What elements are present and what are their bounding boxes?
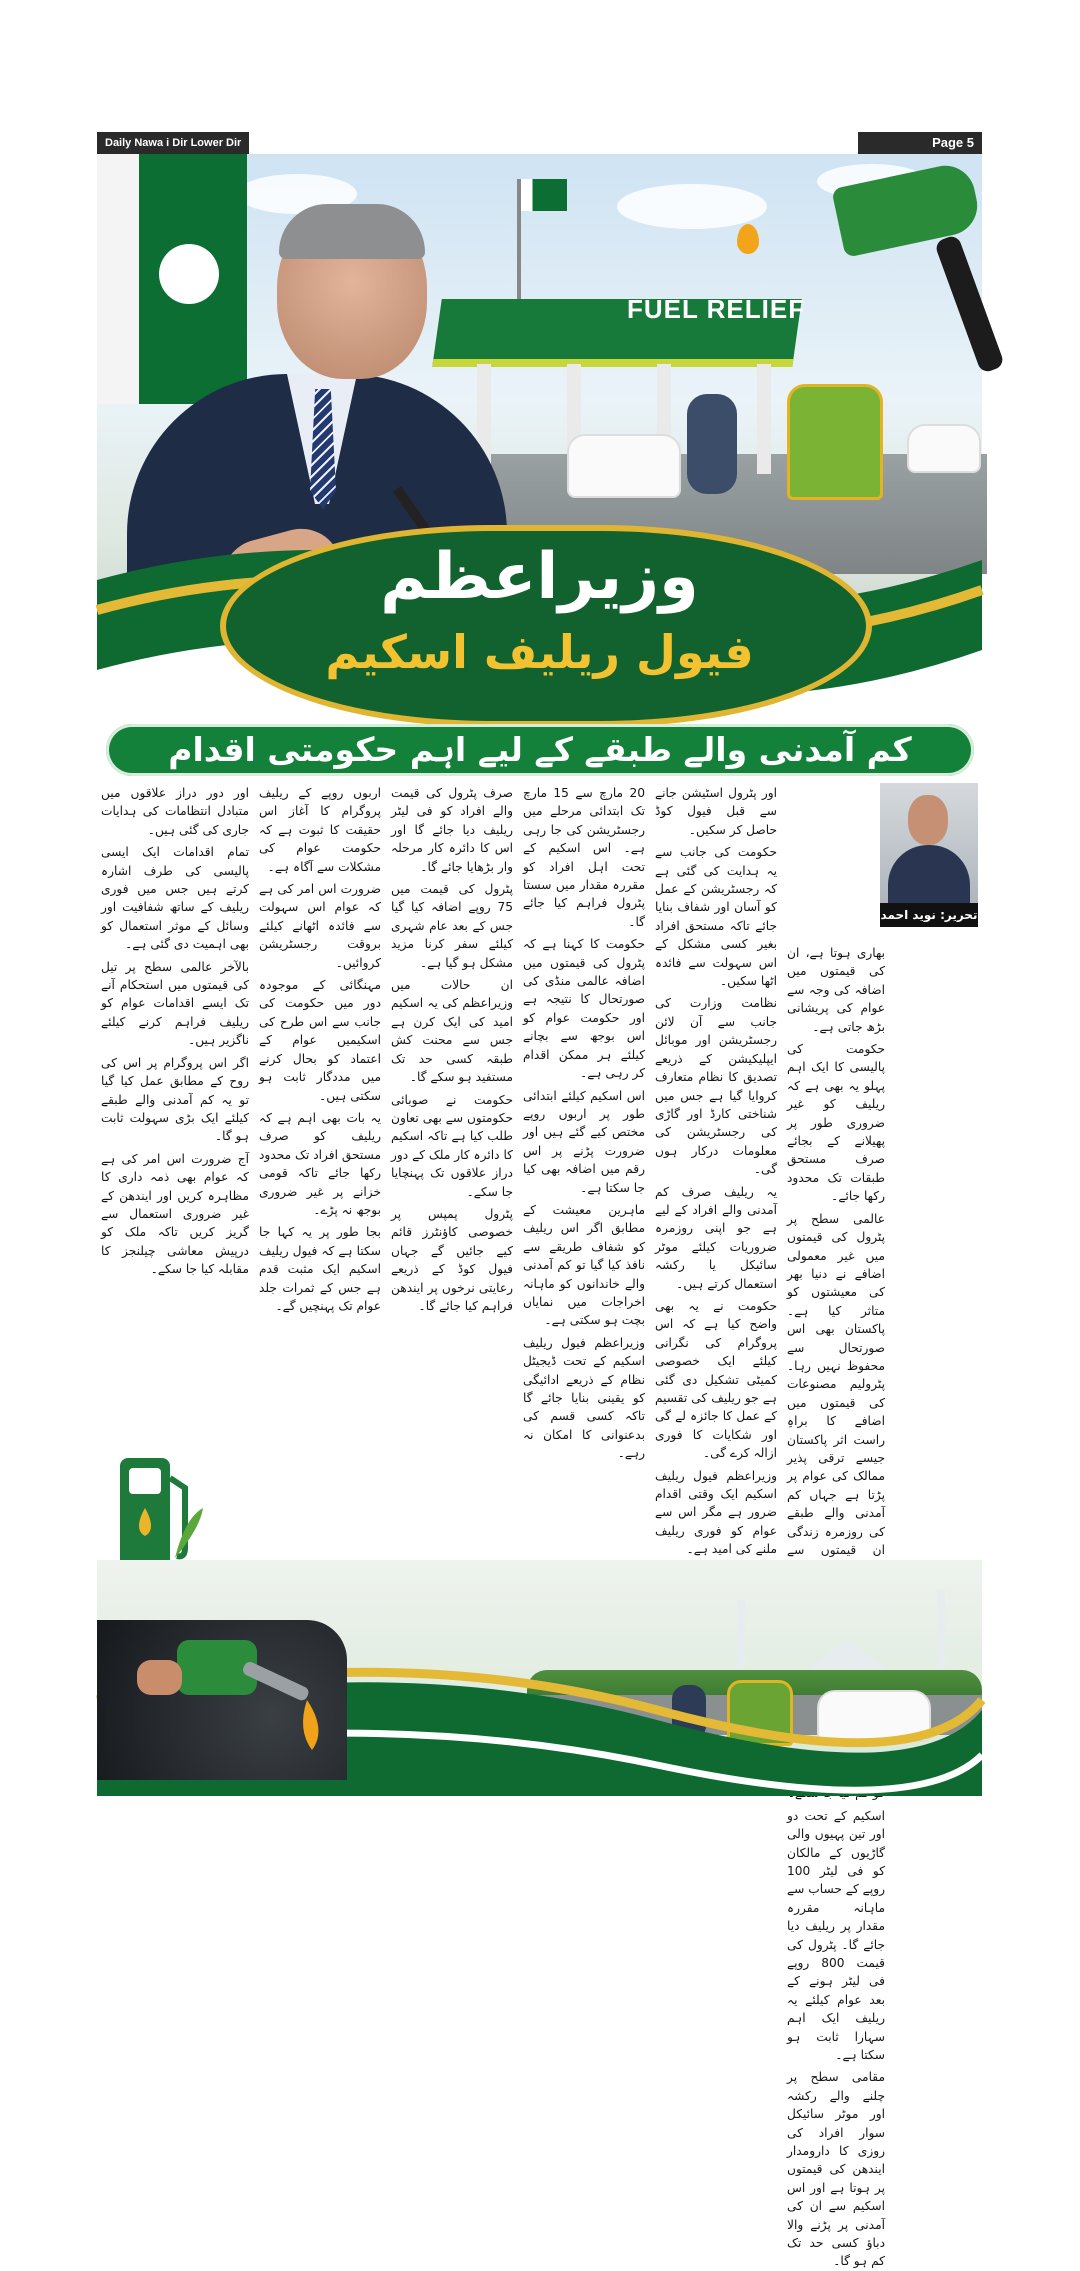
paragraph: وزیراعظم فیول ریلیف اسکیم کے تحت ڈیجیٹل نظام کے ذریعے ادائیگی کو یقینی بنایا جائے گا تاکہ کسی قسم کی بدعنوانی کا امکان نہ رہے۔ xyxy=(523,1335,645,1461)
article-columns xyxy=(97,784,982,2269)
paragraph: ماہرین معیشت کے مطابق اگر اس ریلیف کو شفاف طریقے سے نافذ کیا گیا تو کم آمدنی والے خاندانوں کو ماہانہ اخراجات میں نمایاں بچت ہو سکتی ہے۔ xyxy=(523,1202,645,1328)
column-6 xyxy=(101,784,249,1424)
paragraph: عالمی سطح پر پٹرول کی قیمتوں میں غیر معمولی اضافے نے دنیا بھر کی معیشتوں کو متاثر کیا ہے۔ پاکستان بھی اس صورتحال سے محفوظ نہیں رہا۔ پٹرولیم مصنوعات کی قیمتوں میں اضافے کا براہِ راست اثر پاکستان جیسے ترقی پذیر ممالک کی عوام پر پڑتا ہے جہاں کم آمدنی والے طبقے کی روزمرہ زندگی ان قیمتوں سے xyxy=(787,1211,885,1557)
paragraph: ان حالات میں وزیراعظم کی یہ اسکیم امید کی ایک کرن ہے جس سے محنت کش طبقہ کسی حد تک مستفید ہو سکے گا۔ xyxy=(391,978,513,1085)
title-line-1: وزیراعظم xyxy=(380,540,699,614)
paragraph: آج ضرورت اس امر کی ہے کہ عوام بھی ذمہ داری کا مظاہرہ کریں اور ایندھن کے غیر ضروری استعمال سے گریز کریں تاکہ ملک کو درپیش معاشی چیلنجز کا مقابلہ کیا جا سکے۔ xyxy=(101,1151,249,1277)
paragraph: پٹرول کی قیمت میں 75 روپے اضافہ کیا گیا جس کے بعد عام شہری کیلئے سفر کرنا مزید مشکل ہو گیا ہے۔ xyxy=(391,882,513,970)
bottom-illustration xyxy=(97,1560,982,1796)
paragraph: حکومت کا کہنا ہے کہ پٹرول کی قیمتوں میں اضافہ عالمی منڈی کی صورتحال کا نتیجہ ہے اور حکومت عوام کو اس بوجھ سے بچانے کیلئے ہر ممکن اقدام کر رہی ہے۔ xyxy=(523,937,645,1081)
paragraph: حکومت نے صوبائی حکومتوں سے بھی تعاون طلب کیا ہے تاکہ اسکیم کا دائرہ کار ملک کے دور دراز علاقوں تک پہنچایا جا سکے۔ xyxy=(391,1092,513,1199)
paragraph: اس اسکیم کیلئے ابتدائی طور پر اربوں روپے مختص کیے گئے ہیں اور ضرورت پڑنے پر اس رقم میں اضافہ بھی کیا جا سکتا ہے۔ xyxy=(523,1088,645,1195)
paragraph: مہنگائی کے موجودہ دور میں حکومت کی جانب سے اس طرح کی اسکیمیں عوام کے اعتماد کو بحال کرنے میں مددگار ثابت ہو سکتی ہیں۔ xyxy=(259,978,381,1103)
fuel-pump-icon xyxy=(115,1448,205,1578)
paragraph: وزیراعظم فیول ریلیف اسکیم ایک وقتی اقدام ضرور ہے مگر اس سے عوام کو فوری ریلیف ملنے کی امید ہے۔ xyxy=(655,1468,777,1557)
station-sign: FUEL RELIEF xyxy=(627,294,806,324)
fuel-nozzle-icon xyxy=(137,1620,337,1760)
paragraph: اگر اس پروگرام پر اس کی روح کے مطابق عمل کیا گیا تو یہ کم آمدنی والے طبقے کیلئے ایک بڑی سہولت ثابت ہو گا۔ xyxy=(101,1055,249,1144)
paragraph: مقامی سطح پر چلنے والے رکشہ اور موٹر سائیکل سوار افراد کی روزی کا دارومدار ایندھن کی قیمتوں پر ہوتا ہے اور اس اسکیم سے ان کی آمدنی پر پڑنے والا دباؤ کسی حد تک کم ہو گا۔ xyxy=(787,2070,885,2269)
car-illustration xyxy=(567,434,681,498)
paragraph: اور دور دراز علاقوں میں متبادل انتظامات کی ہدایات جاری کی گئی ہیں۔ xyxy=(101,786,249,837)
paragraph: اربوں روپے کے ریلیف پروگرام کا آغاز اس حقیقت کا ثبوت ہے کہ حکومت عوام کی مشکلات سے آگاہ ہے۔ xyxy=(259,786,381,874)
paragraph: اسکیم کے تحت دو اور تین پہیوں والی گاڑیوں کے مالکان کو فی لیٹر 100 روپے کے حساب سے ماہانہ مقررہ مقدار پر ریلیف دیا جائے گا۔ پٹرول کی قیمت 800 روپے فی لیٹر ہونے کے بعد عوام کیلئے یہ ریلیف ایک اہم سہارا ثابت ہو سکتا ہے۔ xyxy=(787,1808,885,2062)
column-4 xyxy=(391,784,513,1574)
column-5 xyxy=(259,784,381,1574)
paragraph: بھاری ہوتا ہے، ان کی قیمتوں میں اضافہ کی وجہ سے عوام کی پریشانی بڑھ جاتی ہے۔ xyxy=(787,946,885,1034)
fuel-drop-icon xyxy=(737,224,759,254)
paragraph: بالآخر عالمی سطح پر تیل کی قیمتوں میں استحکام آنے تک ایسے اقدامات عوام کو ریلیف فراہم کرنے کیلئے ناگزیر ہیں۔ xyxy=(101,959,249,1048)
paragraph: یہ بات بھی اہم ہے کہ ریلیف کو صرف مستحق افراد تک محدود رکھا جائے تاکہ قومی خزانے پر غیر ضروری بوجھ نہ پڑے۔ xyxy=(259,1110,381,1217)
paragraph: صرف پٹرول کی قیمت والے افراد کو فی لیٹر ریلیف دیا جائے گا اور اس کا دائرہ کار مرحلہ وار بڑھایا جائے گا۔ xyxy=(391,786,513,874)
paragraph: حکومت کی پالیسی کا ایک اہم پہلو یہ بھی ہے کہ ریلیف کو غیر ضروری طور پر پھیلانے کے بجائے صرف مستحق طبقات تک محدود رکھا جائے۔ xyxy=(787,1042,885,1204)
paragraph: تمام اقدامات ایک ایسی پالیسی کی طرف اشارہ کرتے ہیں جس میں فوری ریلیف کے ساتھ شفافیت اور وسائل کے موثر استعمال کو بھی اہمیت دی گئی ہے۔ xyxy=(101,845,249,952)
paragraph: حکومت نے یہ بھی واضح کیا ہے کہ اس پروگرام کی نگرانی کیلئے ایک خصوصی کمیٹی تشکیل دی گئی ہے جو ریلیف کی تقسیم کے عمل کا جائزہ لے گی اور شکایات کا فوری ازالہ کرے گی۔ xyxy=(655,1298,777,1461)
column-3 xyxy=(523,784,645,1574)
paragraph: اور پٹرول اسٹیشن جانے سے قبل فیول کوڈ حاصل کر سکیں۔ xyxy=(655,786,777,837)
paragraph: بجا طور پر یہ کہا جا سکتا ہے کہ فیول ریلیف اسکیم ایک مثبت قدم ہے جس کے ثمرات جلد عوام تک پہنچیں گے۔ xyxy=(259,1225,381,1313)
subtitle-banner: کم آمدنی والے طبقے کے لیے اہم حکومتی اقدام xyxy=(106,724,974,776)
paragraph: پٹرول پمپس پر خصوصی کاؤنٹرز قائم کیے جائیں گے جہاں فیول کوڈ کے ذریعے رعایتی نرخوں پر ایندھن فراہم کیا جائے گا۔ xyxy=(391,1206,513,1313)
paragraph: 20 مارچ سے 15 مارچ تک ابتدائی مرحلے میں رجسٹریشن کی جا رہی ہے۔ اس اسکیم کے تحت اہل افراد کو مقررہ مقدار میں سستا پٹرول فراہم کیا جائے گا۔ xyxy=(523,786,645,929)
author-caption: تحریر: نوید احمد شیخ xyxy=(880,903,978,927)
paragraph: ضرورت اس امر کی ہے کہ عوام اس سہولت سے فائدہ اٹھانے کیلئے بروقت رجسٹریشن کروائیں۔ xyxy=(259,882,381,970)
rickshaw-illustration xyxy=(787,384,883,500)
paragraph: یہ ریلیف صرف کم آمدنی والے افراد کے لیے ہے جو اپنی روزمرہ ضروریات کیلئے موٹر سائیکل یا رکشہ استعمال کرتے ہیں۔ xyxy=(655,1184,777,1291)
column-1 xyxy=(787,944,885,2269)
motorbike-illustration xyxy=(687,394,737,494)
paragraph: نظامت وزارت کی جانب سے آن لائن رجسٹریشن اور موبائل ایپلیکیشن کے ذریعے تصدیق کا نظام متعارف کروایا گیا ہے جس میں شناختی کارڈ اور گاڑی کی رجسٹریشن کی معلومات درکار ہوں گی۔ xyxy=(655,996,777,1177)
page-number: Page 5 xyxy=(858,132,982,154)
paragraph: حکومت کی جانب سے یہ ہدایت کی گئی ہے کہ رجسٹریشن کے عمل کو آسان اور شفاف بنایا جائے تاکہ مستحق افراد بغیر کسی مشکل کے اس سہولت سے فائدہ اٹھا سکیں۔ xyxy=(655,845,777,989)
paper-name: Daily Nawa i Dir Lower Dir xyxy=(97,132,249,154)
title-line-2: فیول ریلیف اسکیم xyxy=(325,625,754,679)
column-2 xyxy=(655,784,777,1574)
